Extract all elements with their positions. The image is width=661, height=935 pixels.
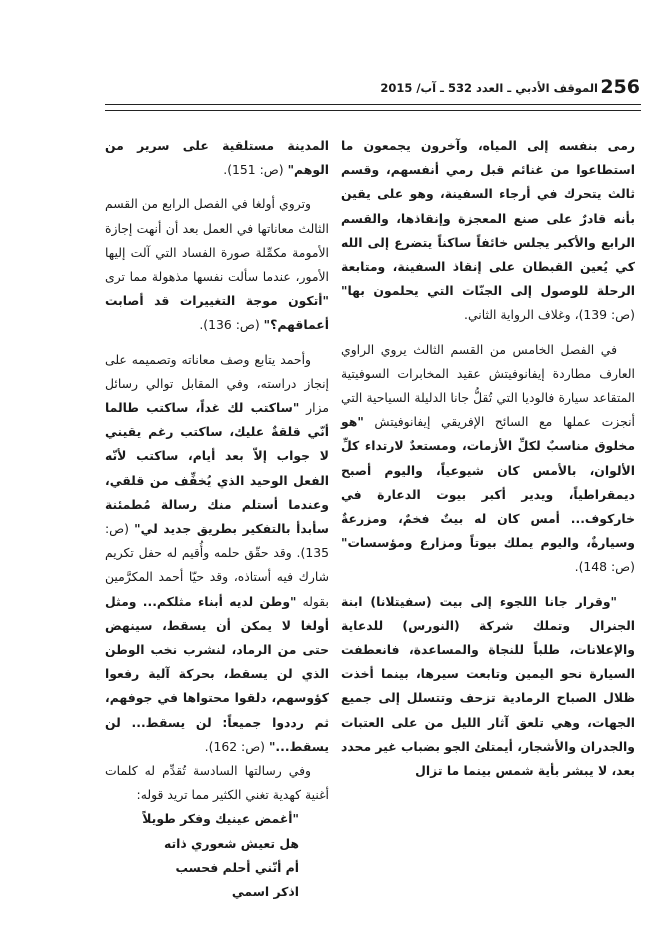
page-number: 256 — [600, 76, 640, 98]
left-column — [105, 134, 329, 904]
header-rule-bottom — [105, 110, 641, 111]
paragraph — [341, 134, 635, 328]
paragraph — [105, 192, 329, 337]
body-text: (ص: 135). وقد حقّق حلمه وأُقيم له حفل تكريم شارك فيه أستاذه، وقد حيّا أحمد المكرَّمين بقوله — [105, 521, 329, 609]
running-title: الموقف الأدبي ـ العدد 532 ـ آب/ 2015 — [380, 81, 598, 95]
body-text: وأحمد يتابع وصف معاناته وتصميمه على إنجاز دراسته، وفي المقابل توالي رسائل مزار — [105, 351, 329, 416]
page-reference: (ص: 148). — [574, 559, 635, 575]
quote-text: رمى بنفسه إلى المياه، وآخرون يجمعون ما استطاعوا من غنائم قبل رمي أنفسهم، وقسم ثالث يتحرك في أرجاء السفينة، وهو على يقين بأنه قادرٌ على صنع المعجزة وإنقاذها، والقسم الرابع والأكبر يجلس خائفاً ساكناً يتضرع إلى الله كي يُعين القبطان على إنقاذ السفينة، ومتابعة الرحلة للوصول إلى الجنّات التي يحلمون بها" — [341, 138, 635, 299]
song-verse: اذكر اسمي — [231, 884, 299, 900]
page-header — [380, 76, 640, 104]
header-rule-top — [105, 104, 641, 105]
page-reference: (ص: 139)، وغلاف الرواية الثاني. — [464, 307, 635, 323]
paragraph — [105, 348, 329, 759]
body-text: في الفصل الخامس من القسم الثالث يروي الراوي العارف مطاردة إيفانوفيتش عقيد المخابرات السوفيتية المتقاعد سيارة فالوديا التي تُقلُّ جانا الدليلة السياحية التي أنجزت عملها مع السائح الإفريقي إيفانوفيتش — [341, 341, 635, 430]
quote-paragraph: "وقرار جانا اللجوء إلى بيت (سفيتلانا) ابنة الجنرال وتملك شركة (النورس) للدعاية والإعلانات، طلباً للنجاة والمساعدة، فانعطفت السيارة نحو اليمين وتابعت سيرها، بينما أخذت ظلال الصباح الرمادية تزحف وتتسلل إلى جميع الجهات، وهي تلعق آثار الليل من على العتبات والجدران والأشجار، أيمتلئ الجو بضباب غير محدد بعد، لا يبشر بأية شمس بينما ما تزال — [341, 593, 635, 779]
quote-text: "أتكون موجة التغييرات قد أصابت أعماقهم؟" — [105, 293, 329, 333]
quote-text: "هو مخلوق مناسبٌ لكلِّ الأزمات، ومستعدٌ لارتداء كلِّ الألوان، بالأمس كان شيوعياً، واليوم أصبح ديمقراطياً، ويدير أكبر بيوت الدعارة في خاركوف... أمس كان له بيتٌ فخمٌ، ومزرعةٌ وسيارةٌ، واليوم يملك بيوتاً ومزارع ومؤسسات" — [341, 414, 635, 551]
quote-text: "وطن لديه أبناء مثلكم... ومثل أولغا لا يمكن أن يسقط، سينهض حتى من الرماد، لنشرب نخب الوطن الذي لن يسقط، بحركة آلية رفعوا كؤوسهم، دلقوا محتواها في جوفهم، ثم رددوا جميعاً: لن يسقط... لن يسقط..." — [105, 593, 329, 754]
song-verse: هل تعيش شعوري ذاته — [163, 835, 299, 851]
paragraph — [341, 338, 635, 580]
song-verse: "أغمض عينيك وفكر طويلاً — [142, 811, 299, 827]
quote-text: "ساكتب لك غداً، ساكتب طالما أنّي قلقةٌ عليك، ساكتب رغم يقيني لا جواب إلاّ بعد أيام، ساكتب لأنّه الفعل الوحيد الذي يُخفِّف من قلقي، وعندما أستلم منك رسالة مُطمئنة سأبدأ بالتفكير بطريق جديد لي" — [105, 400, 329, 537]
quote-text: المدينة مستلقية على سرير من الوهم" — [105, 138, 329, 178]
page-reference: (ص: 136). — [199, 317, 264, 333]
paragraph: وفي رسالتها السادسة تُقدِّم له كلمات أغنية كهدية تغني الكثير مما تريد قوله: — [105, 763, 329, 803]
paragraph — [105, 134, 329, 182]
body-text: وتروي أولغا في الفصل الرابع من القسم الثالث معاناتها في العمل بعد أن أنهت إجازة الأمومة مكمِّلة صورة الفساد التي آلت إليها الأمور، عندما سألت نفسها مذهولة مما ترى — [105, 196, 329, 285]
page-reference: (ص: 162). — [204, 738, 269, 754]
right-column — [341, 134, 635, 783]
song-verse: أم أنّني أحلم فحسب — [175, 859, 299, 875]
page-reference: (ص: 151). — [223, 162, 288, 178]
